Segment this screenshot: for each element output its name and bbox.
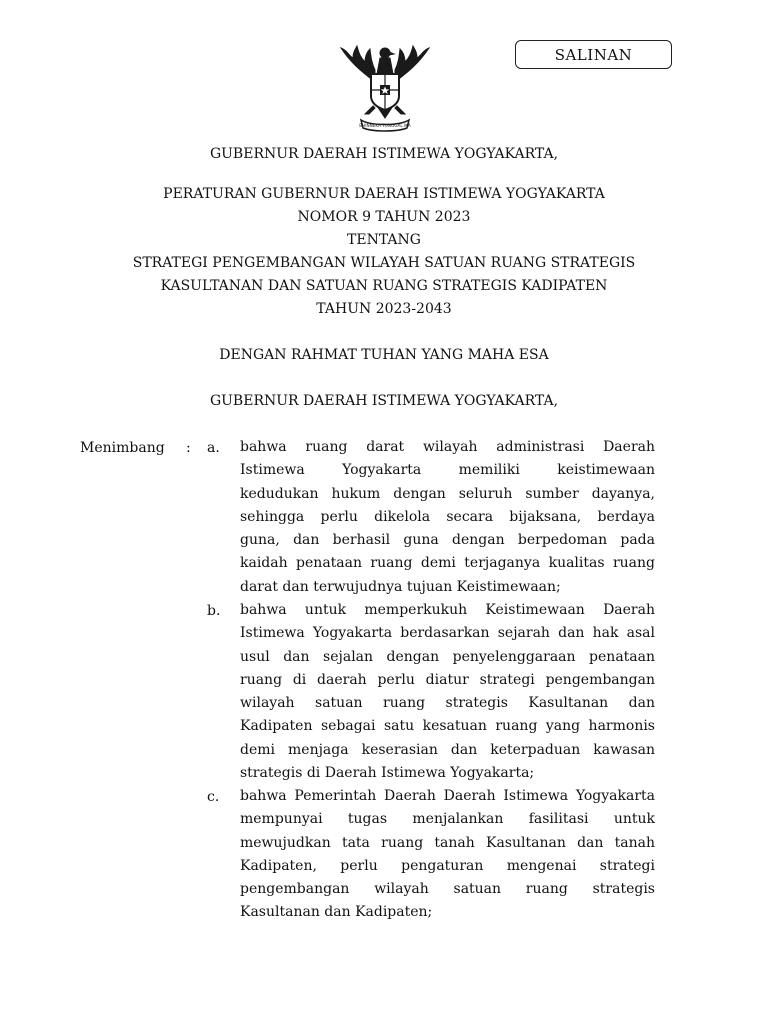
text-line: ruang di daerah perlu diatur strategi pengembangan xyxy=(240,671,655,688)
considering-label: Menimbang xyxy=(80,440,165,456)
salinan-stamp: SALINAN xyxy=(515,40,672,69)
considering-item-a xyxy=(240,436,655,599)
item-letter-c: c. xyxy=(207,789,220,805)
regulation-heading: PERATURAN GUBERNUR DAERAH ISTIMEWA YOGYAKARTA xyxy=(163,186,605,202)
text-line: guna, dan berhasil guna dengan berpedoman pada xyxy=(240,532,655,549)
garuda-pancasila-emblem-icon xyxy=(335,44,435,134)
text-line: strategis di Daerah Istimewa Yogyakarta; xyxy=(240,765,535,782)
emblem-motto: BHINNEKA TUNGGAL IKA xyxy=(359,123,411,128)
title-line-3: TAHUN 2023-2043 xyxy=(316,301,452,317)
text-line: sehingga perlu dikelola secara bijaksana, berdaya xyxy=(240,508,655,525)
item-letter-a: a. xyxy=(207,440,220,456)
issuer-heading-repeat: GUBERNUR DAERAH ISTIMEWA YOGYAKARTA, xyxy=(209,393,559,409)
blessing-line: DENGAN RAHMAT TUHAN YANG MAHA ESA xyxy=(219,347,549,363)
title-line-1: STRATEGI PENGEMBANGAN WILAYAH SATUAN RUANG STRATEGIS xyxy=(132,255,636,271)
item-letter-b: b. xyxy=(207,603,221,619)
text-line: bahwa Pemerintah Daerah Daerah Istimewa Yogyakarta xyxy=(240,788,655,804)
text-line: Kadipaten, perlu pengaturan mengenai strategi xyxy=(240,857,655,874)
considering-colon: : xyxy=(186,440,191,456)
text-line: bahwa untuk memperkukuh Keistimewaan Daerah xyxy=(240,602,655,618)
text-line: usul dan sejalan dengan penyelenggaraan penataan xyxy=(240,648,655,665)
text-line: Kadipaten sebagai satu kesatuan ruang yang harmonis xyxy=(240,718,655,735)
text-line: Istimewa Yogyakarta berdasarkan sejarah dan hak asal xyxy=(240,625,655,642)
issuer-heading: GUBERNUR DAERAH ISTIMEWA YOGYAKARTA, xyxy=(209,146,559,162)
text-line: Istimewa Yogyakarta memiliki keistimewaan xyxy=(240,462,655,479)
text-line: Kasultanan dan Kadipaten; xyxy=(240,904,433,921)
text-line: demi menjaga keserasian dan keterpaduan kawasan xyxy=(240,741,655,758)
text-line: kedudukan hukum dengan seluruh sumber dayanya, xyxy=(240,485,655,502)
text-line: wilayah satuan ruang strategis Kasultanan dan xyxy=(240,695,655,712)
regulation-number: NOMOR 9 TAHUN 2023 xyxy=(297,209,471,225)
considering-item-b xyxy=(240,599,655,785)
text-line: mempunyai tugas menjalankan fasilitasi untuk xyxy=(240,811,655,828)
text-line: darat dan terwujudnya tujuan Keistimewaan; xyxy=(240,578,561,595)
text-line: bahwa ruang darat wilayah administrasi Daerah xyxy=(240,439,655,455)
title-line-2: KASULTANAN DAN SATUAN RUANG STRATEGIS KADIPATEN xyxy=(160,278,608,294)
text-line: kaidah penataan ruang demi terjaganya kualitas ruang xyxy=(240,555,655,572)
about-heading: TENTANG xyxy=(347,232,421,248)
text-line: mewujudkan tata ruang tanah Kasultanan dan tanah xyxy=(240,834,655,851)
text-line: pengembangan wilayah satuan ruang strategis xyxy=(240,881,655,898)
considering-item-c xyxy=(240,785,655,925)
